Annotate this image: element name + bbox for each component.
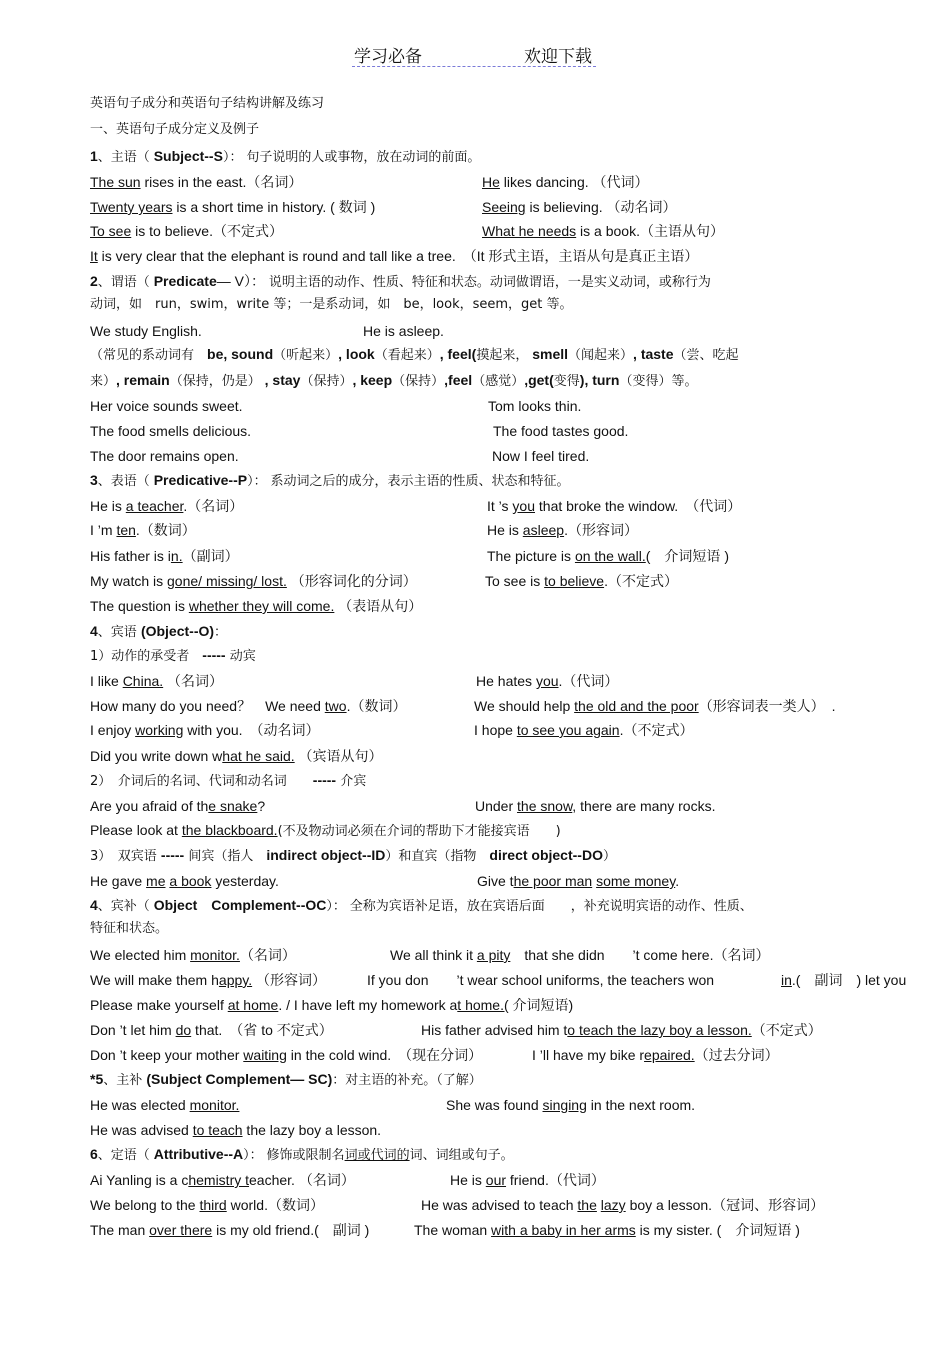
example-sentence: He likes dancing. （代词） — [482, 174, 649, 190]
example-sentence: Now I feel tired. — [492, 448, 590, 464]
example-sentence: The sun rises in the east.（名词） — [90, 174, 303, 190]
example-sentence: He is asleep.（形容词） — [487, 522, 638, 538]
predicate-heading: 2、谓语（ Predicate— V）： 说明主语的动作、性质、特征和状态。动词做谓语，一是实义动词，或称行为 — [90, 273, 711, 290]
example-sentence: Please look at the blackboard.(不及物动词必须在介词的帮助下才能接宾语 ) — [90, 822, 561, 839]
predicative-heading: 3、表语（ Predicative--P）： 系动词之后的成分，表示主语的性质、状态和特征。 — [90, 472, 570, 489]
document-title: 英语句子成分和英语句子结构讲解及练习 — [90, 96, 325, 111]
example-sentence: We should help the old and the poor（形容词表一类人） . — [474, 698, 836, 714]
section-heading: 一、英语句子成分定义及例子 — [90, 122, 260, 137]
example-sentence: I ’ll have my bike repaired.（过去分词） — [532, 1047, 779, 1063]
example-sentence: My watch is gone/ missing/ lost. （形容词化的分词） — [90, 573, 417, 589]
example-sentence: How many do you need？ We need two.（数词） — [90, 698, 407, 714]
example-sentence: To see is to believe.（不定式） — [485, 573, 678, 589]
object-heading: 4、宾语 (Object--O)： — [90, 623, 228, 640]
example-sentence: The man over there is my old friend.( 副词 ) — [90, 1222, 370, 1238]
example-sentence: I ’m ten.（数词） — [90, 522, 196, 538]
example-sentence: His father is in.（副词） — [90, 548, 239, 564]
example-sentence: I hope to see you again.（不定式） — [474, 722, 694, 738]
example-sentence: He is a teacher.（名词） — [90, 498, 244, 514]
example-sentence: The picture is on the wall.( 介词短语 ) — [487, 548, 729, 564]
subject-heading: 1、主语（ Subject--S）： 句子说明的人或事物，放在动词的前面。 — [90, 148, 481, 165]
example-sentence: Under the snow, there are many rocks. — [475, 798, 716, 814]
example-sentence: It ’s you that broke the window. （代词） — [487, 498, 742, 514]
example-sentence: The food smells delicious. — [90, 423, 252, 439]
linking-verbs-note-cont: 来）, remain（保持，仍是） , stay（保持）, keep（保持）,feel（感觉）,get(变得), turn（变得）等。 — [90, 372, 698, 389]
example-sentence: He hates you.（代词） — [476, 673, 619, 689]
header-left: 学习必备 — [354, 47, 422, 67]
example-sentence: He is asleep. — [363, 323, 444, 339]
example-sentence: I like China. （名词） — [90, 673, 224, 689]
example-sentence: Twenty years is a short time in history. ( 数词 ) — [90, 199, 376, 215]
example-sentence: The woman with a baby in her arms is my sister. ( 介词短语 ) — [414, 1222, 800, 1238]
example-sentence: Don ’t let him do that. （省 to 不定式） — [90, 1022, 333, 1038]
example-sentence: We all think it a pity that she didn ’t come here.（名词） — [390, 947, 770, 963]
example-sentence: She was found singing in the next room. — [446, 1097, 696, 1113]
object-subheading: 1）动作的承受者 ----- 动宾 — [90, 647, 256, 664]
example-sentence: What he needs is a book.（主语从句） — [482, 223, 724, 239]
attributive-heading: 6、定语（ Attributive--A）： 修饰或限制名词或代词的词、词组或句子。 — [90, 1146, 514, 1163]
example-sentence: Are you afraid of the snake? — [90, 798, 266, 814]
example-sentence: To see is to believe.（不定式） — [90, 223, 283, 239]
linking-verbs-note: （常见的系动词有 be, sound（听起来）, look（看起来）, feel(摸起来， smell（闻起来）, taste（尝、吃起 — [90, 346, 739, 363]
example-sentence: The food tastes good. — [493, 423, 629, 439]
complement-heading: 4、宾补（ Object Complement--OC）： 全称为宾语补足语，放在宾语后面 ，补充说明宾语的动作、性质、 — [90, 897, 753, 914]
example-sentence: He is our friend.（代词） — [450, 1172, 605, 1188]
example-sentence: It is very clear that the elephant is round and tall like a tree. （It 形式主语，主语从句是真正主语） — [90, 248, 699, 264]
header-right: 欢迎下载 — [524, 47, 592, 67]
example-sentence: We study English. — [90, 323, 202, 339]
page-header — [352, 40, 596, 67]
object-subheading: 2） 介词后的名词、代词和动名词 ----- 介宾 — [90, 772, 367, 789]
example-sentence: He was elected monitor. — [90, 1097, 240, 1113]
example-sentence: Please make yourself at home. / I have left my homework at home.( 介词短语) — [90, 997, 574, 1013]
complement-heading-cont: 特征和状态。 — [90, 921, 169, 936]
example-sentence: I enjoy working with you. （动名词） — [90, 722, 320, 738]
example-sentence: We elected him monitor.（名词） — [90, 947, 296, 963]
example-sentence: The door remains open. — [90, 448, 239, 464]
example-sentence: Tom looks thin. — [488, 398, 582, 414]
example-sentence: The question is whether they will come. （表语从句） — [90, 598, 423, 614]
example-sentence: Ai Yanling is a chemistry teacher. （名词） — [90, 1172, 355, 1188]
example-sentence: He was advised to teach the lazy boy a lesson.（冠词、形容词） — [421, 1197, 825, 1213]
example-sentence: We will make them happy. （形容词） — [90, 972, 327, 988]
example-sentence: Her voice sounds sweet. — [90, 398, 243, 414]
example-sentence: He was advised to teach the lazy boy a lesson. — [90, 1122, 382, 1138]
example-sentence: in.( 副词 ) let you — [781, 972, 907, 988]
example-sentence: Did you write down what he said. （宾语从句） — [90, 748, 383, 764]
example-sentence: Don ’t keep your mother waiting in the cold wind. （现在分词） — [90, 1047, 483, 1063]
example-sentence: His father advised him to teach the lazy boy a lesson.（不定式） — [421, 1022, 822, 1038]
predicate-heading-cont: 动词，如 run，swim，write 等；一是系动词，如 be，look，seem，get 等。 — [90, 297, 573, 312]
example-sentence: He gave me a book yesterday. — [90, 873, 279, 889]
example-sentence: Give the poor man some money. — [477, 873, 680, 889]
example-sentence: If you don ’t wear school uniforms, the teachers won — [367, 972, 715, 988]
example-sentence: Seeing is believing. （动名词） — [482, 199, 677, 215]
object-subheading: 3） 双宾语 ----- 间宾（指人 indirect object--ID）和直宾（指物 direct object--DO） — [90, 847, 616, 864]
subject-complement-heading: *5、主补 (Subject Complement— SC)：对主语的补充。（了解） — [90, 1071, 482, 1088]
example-sentence: We belong to the third world.（数词） — [90, 1197, 324, 1213]
